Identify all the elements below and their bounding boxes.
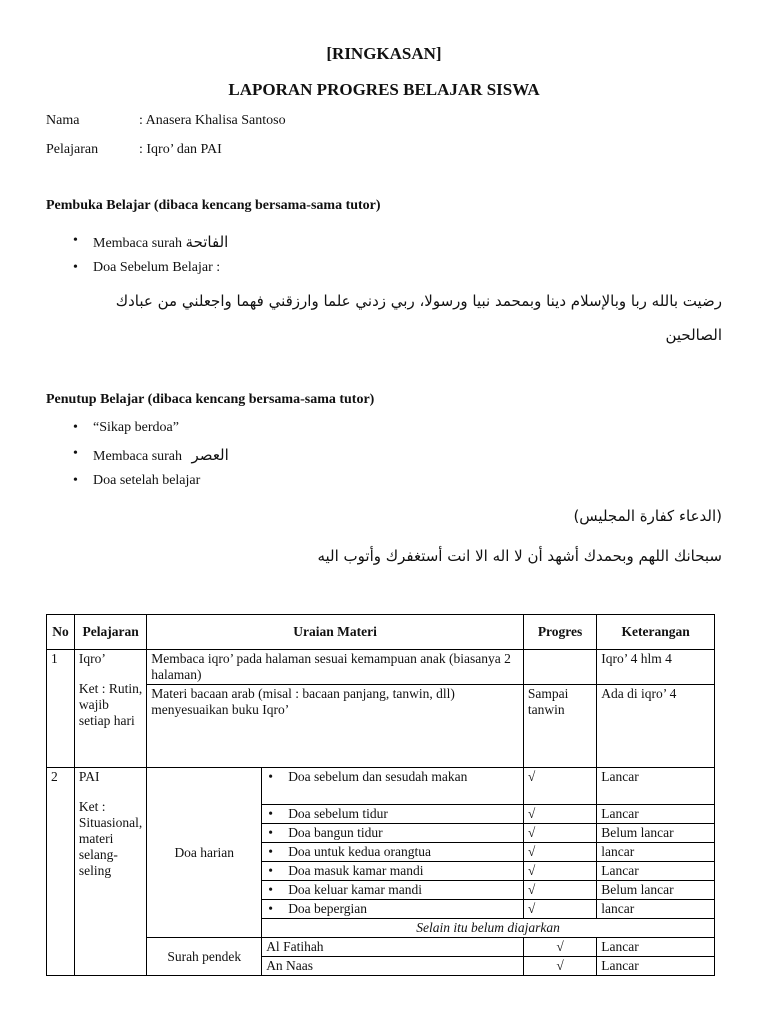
doa-item: • Doa keluar kamar mandi	[262, 881, 524, 900]
header-uraian: Uraian Materi	[147, 615, 524, 650]
doa-check: √	[523, 881, 596, 900]
table-row	[47, 938, 715, 957]
doa-item: • Doa untuk kedua orangtua	[262, 843, 524, 862]
row1-keterangan-a: Iqro’ 4 hlm 4	[597, 650, 715, 685]
group-surah-pendek: Surah pendek	[147, 938, 262, 976]
doa-ket: lancar	[597, 843, 715, 862]
row2-ket: Ket : Situasional, materi selang-seling	[78, 799, 143, 878]
header-keterangan: Keterangan	[597, 615, 715, 650]
pembuka-heading: Pembuka Belajar (dibaca kencang bersama-sama tutor)	[46, 198, 381, 213]
surah-ket: Lancar	[597, 957, 715, 976]
table-row	[47, 685, 715, 768]
doa-item: • Doa bepergian	[262, 900, 524, 919]
table-row	[47, 650, 715, 685]
doa-ket: lancar	[597, 900, 715, 919]
row2-pelajaran: PAI	[78, 769, 100, 784]
report-title: LAPORAN PROGRES BELAJAR SISWA	[228, 80, 540, 99]
table-header-row	[47, 615, 715, 650]
doa-check: √	[523, 862, 596, 881]
doa-ket: Belum lancar	[597, 881, 715, 900]
pembuka-arabic-line1: رضيت بالله ربا وبالإسلام دينا وبمحمد نبيا ورسولا، ربي زدني علما وارزقني فهما واجعلني من عبادك	[115, 292, 722, 310]
row2-pelajaran-cell	[74, 768, 146, 976]
table-row	[47, 768, 715, 805]
doa-check: √	[523, 900, 596, 919]
doa-item: • Doa sebelum dan sesudah makan	[262, 768, 524, 805]
doa-ket: Lancar	[597, 862, 715, 881]
doa-check: √	[523, 768, 596, 805]
progress-table	[46, 614, 715, 976]
group-doa-harian: Doa harian	[147, 768, 262, 938]
surah-item: An Naas	[262, 957, 524, 976]
nama-label: Nama	[46, 113, 80, 128]
doa-note: Selain itu belum diajarkan	[262, 919, 715, 938]
pembuka-item-surah-arabic: الفاتحة	[185, 233, 229, 251]
penutup-item-surah-text: Membaca surah	[93, 449, 183, 464]
penutup-arabic-line1: (الدعاء كفارة المجليس)	[573, 507, 722, 525]
doa-ket: Lancar	[597, 805, 715, 824]
penutup-arabic-line2: سبحانك اللهم وبحمدك أشهد أن لا اله الا انت أستغفرك وأتوب اليه	[317, 547, 722, 565]
penutup-heading: Penutup Belajar (dibaca kencang bersama-sama tutor)	[46, 392, 375, 407]
row1-pelajaran: Iqro’	[78, 651, 106, 666]
pembuka-item-surah-text: Membaca surah	[93, 236, 183, 251]
penutup-item-surah-arabic: العصر	[191, 446, 229, 464]
doa-item: • Doa bangun tidur	[262, 824, 524, 843]
penutup-item-doa: • Doa setelah belajar	[93, 473, 200, 489]
doa-ket: Belum lancar	[597, 824, 715, 843]
pelajaran-value: : Iqro’ dan PAI	[139, 142, 222, 157]
penutup-item-sikap: • “Sikap berdoa”	[93, 420, 179, 436]
surah-check: √	[523, 938, 596, 957]
doa-check: √	[523, 805, 596, 824]
pembuka-item-surah	[93, 233, 228, 252]
header-no: No	[47, 615, 75, 650]
row1-pelajaran-cell	[74, 650, 146, 768]
doa-check: √	[523, 824, 596, 843]
row1-ket: Ket : Rutin, wajib setiap hari	[78, 681, 143, 728]
doa-item: • Doa masuk kamar mandi	[262, 862, 524, 881]
doa-ket: Lancar	[597, 768, 715, 805]
row2-no: 2	[47, 768, 75, 976]
nama-value: : Anasera Khalisa Santoso	[139, 113, 286, 128]
row1-progres-b: Sampai tanwin	[523, 685, 596, 768]
row1-keterangan-b: Ada di iqro’ 4	[597, 685, 715, 768]
surah-item: Al Fatihah	[262, 938, 524, 957]
doa-check: √	[523, 843, 596, 862]
header-progres: Progres	[523, 615, 596, 650]
row1-uraian-a: Membaca iqro’ pada halaman sesuai kemampuan anak (biasanya 2 halaman)	[147, 650, 524, 685]
header-pelajaran: Pelajaran	[74, 615, 146, 650]
surah-check: √	[523, 957, 596, 976]
surah-ket: Lancar	[597, 938, 715, 957]
row1-progres-a	[523, 650, 596, 685]
doa-item: • Doa sebelum tidur	[262, 805, 524, 824]
penutup-item-surah	[93, 446, 229, 465]
pelajaran-label: Pelajaran	[46, 142, 99, 157]
row1-uraian-b: Materi bacaan arab (misal : bacaan panjang, tanwin, dll) menyesuaikan buku Iqro’	[147, 685, 524, 768]
report-bracket-title: [RINGKASAN]	[326, 44, 442, 63]
row1-no: 1	[47, 650, 75, 768]
pembuka-item-doa: • Doa Sebelum Belajar :	[93, 260, 220, 276]
pembuka-arabic-line2: الصالحين	[665, 326, 722, 344]
